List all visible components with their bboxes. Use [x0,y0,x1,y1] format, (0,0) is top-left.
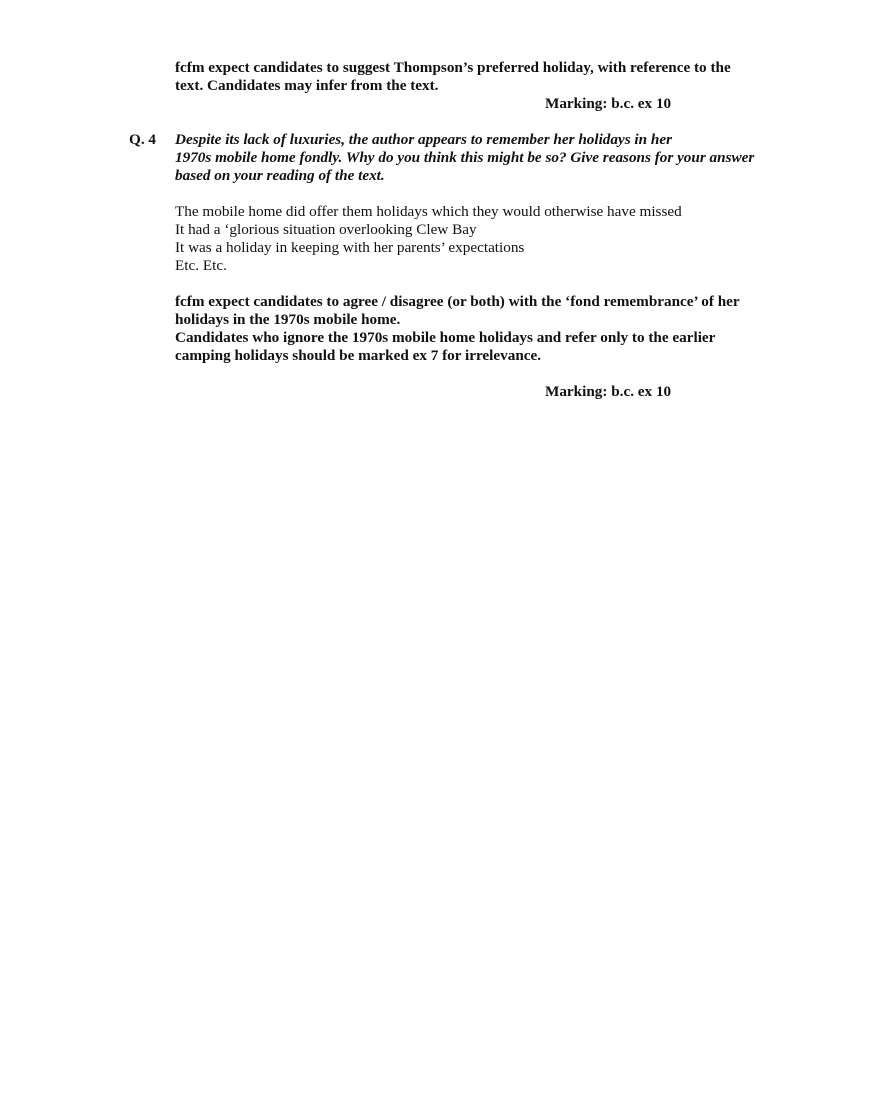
intro-marking: Marking: b.c. ex 10 [545,95,672,112]
answer-point-2: It had a ‘glorious situation overlooking Clew Bay [175,221,477,238]
guidance-line-4: camping holidays should be marked ex 7 for irrelevance. [175,347,542,364]
guidance-line-3: Candidates who ignore the 1970s mobile home holidays and refer only to the earlier [175,329,716,346]
question-line-2: 1970s mobile home fondly. Why do you think this might be so? Give reasons for your answer [175,149,755,166]
guidance-line-1: fcfm expect candidates to agree / disagree (or both) with the ‘fond remembrance’ of her [175,293,740,310]
question-line-1: Despite its lack of luxuries, the author appears to remember her holidays in her [175,131,672,148]
guidance-line-2: holidays in the 1970s mobile home. [175,311,401,328]
intro-line-1: fcfm expect candidates to suggest Thompson’s preferred holiday, with reference to the [175,59,731,76]
question-number: Q. 4 [129,131,157,148]
answer-point-3: It was a holiday in keeping with her parents’ expectations [175,239,525,256]
question-marking: Marking: b.c. ex 10 [545,383,672,400]
answer-point-1: The mobile home did offer them holidays which they would otherwise have missed [175,203,682,220]
question-line-3: based on your reading of the text. [175,167,385,184]
answer-point-4: Etc. Etc. [175,257,227,274]
intro-line-2: text. Candidates may infer from the text. [175,77,439,94]
